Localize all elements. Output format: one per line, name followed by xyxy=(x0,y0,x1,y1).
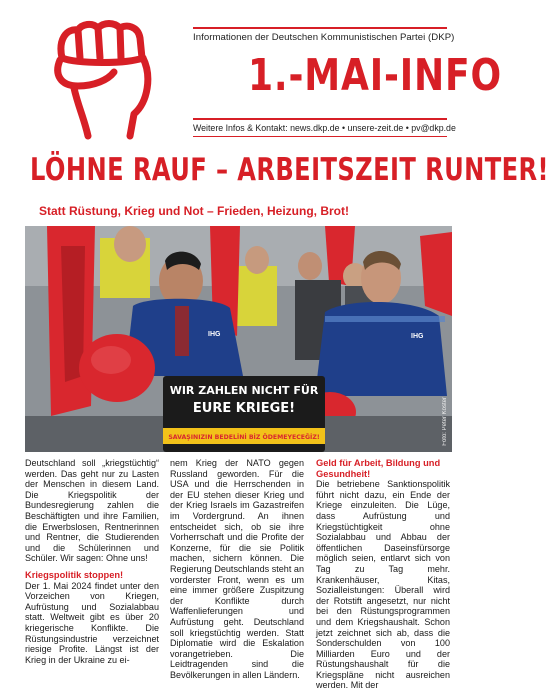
intro-paragraph: Deutschland soll „kriegstüchtig“ werden. Das geht nur zu Lasten der Menschen in diesem Land. Die Kriegspolitik der Bundesregierung zahlen die Beschäftigten und ihre Familien, die Erwerbslosen, Rentnerinnen und Rentner, die Studierenden und die Schülerinnen und Schüler. Wir sagen: Ohne uns! xyxy=(25,458,159,564)
protest-banner xyxy=(163,376,325,452)
main-headline: LÖHNE RAUF – ARBEITSZEIT RUNTER! xyxy=(30,152,549,188)
masthead-title: 1.-MAI-INFO xyxy=(248,50,502,101)
text-column-2 xyxy=(170,458,304,682)
jacket-logo-left: IHG xyxy=(208,331,221,338)
jacket-logo-right: IHG xyxy=(411,333,424,340)
raised-fist-logo xyxy=(48,14,158,140)
text-column-3 xyxy=(316,458,450,693)
header-rule-middle xyxy=(193,118,447,120)
banner-line-3: SAVAŞINIZIN BEDELİNİ BİZ ÖDEMEYECEĞİZ! xyxy=(168,434,320,441)
text-column-1 xyxy=(25,458,159,667)
photo-credit: Foto: Peter Köster xyxy=(442,397,448,446)
kriegspolitik-paragraph: Der 1. Mai 2024 findet unter den Vorzeichen von Kriegen, Aufrüstung und Sozialabbau statt. Weltweit gibt es über 20 kriegerische Konflikte. Die Rüstungsindustrie verzeichnet riesige Profite. Längst ist der Krieg in der Ukraine zu ei- xyxy=(25,580,159,665)
header-contact-line: Weitere Infos & Kontakt: news.dkp.de • unsere-zeit.de • pv@dkp.de xyxy=(193,123,456,133)
column-3-paragraph: Die betriebene Sanktionspolitik führt nicht dazu, ein Ende der Kriege einzuleiten. Die Lüge, dass Aufrüstung und Kriegstüchtigkeit ohne Sozialabbau und Abbau der öffentlichen Daseinsfürsorge möglich seien, entlarvt sich von Tag zu Tag mehr. Krankenhäuser, Kitas, Sozialleistungen: Überall wird der Rotstift angesetzt, nur nicht bei den Rüstungsprogrammen und dem Kriegshaushalt. Schon jetzt zeichnet sich ab, dass die Sonderschulden von 100 Milliarden Euro und der Rüstungshaushalt für die Kriegspläne nicht ausreichen werden. Mit der xyxy=(316,479,450,691)
banner-line-2: EURE KRIEGE! xyxy=(192,401,296,416)
sub-headline: Statt Rüstung, Krieg und Not – Frieden, Heizung, Brot! xyxy=(39,204,349,218)
header-tagline: Informationen der Deutschen Kommunistischen Partei (DKP) xyxy=(193,32,455,43)
column-2-paragraph: nem Krieg der NATO gegen Russland geworden. Für die USA und die Herrschenden in der EU stehen dieser Krieg und der Krieg Israels im Gazastreifen im Vordergrund. An ihnen entscheidet sich, ob sie ihre Vorherrschaft und die Profite der Konzerne, für die sie Politik machen, sichern können. Die Regierung Deutschlands steht an vorderster Front, wenn es um eine immer größere Zuspitzung der Konflikte durch Waffenlieferungen und Aufrüstung geht. Deutschland soll kriegstüchtig werden. Statt Diplomatie wird die Eskalation vorangetrieben. Die Leidtragenden sind die Bevölkerungen in allen Ländern. xyxy=(170,458,304,680)
header-rule-bottom xyxy=(193,136,447,137)
demonstration-photo xyxy=(25,226,452,452)
section-heading-geld: Geld für Arbeit, Bildung und Gesundheit! xyxy=(316,458,441,479)
banner-line-1: WIR ZAHLEN NICHT FÜR xyxy=(169,384,319,397)
section-heading-kriegspolitik: Kriegspolitik stoppen! xyxy=(25,569,124,580)
header-rule-top xyxy=(193,27,447,29)
